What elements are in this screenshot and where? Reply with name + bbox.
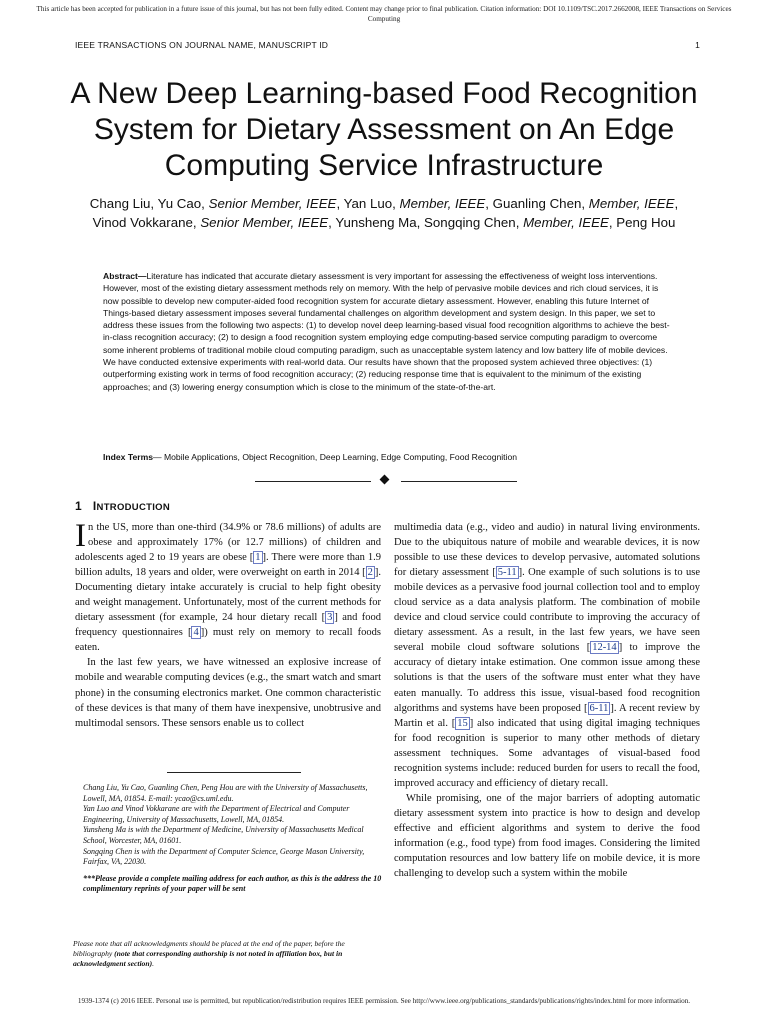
intro-paragraph-2: In the last few years, we have witnessed an explosive increase of mobile and wearable computing devices (e.g., the smart watch and smart phone) in the consuming electronics market. One common characteristic of these devices is that many of them have inexpensive, unobtrusive and multimodal sensors. These sensors enable us to collect xyxy=(75,657,381,729)
author-role: Senior Member, IEEE xyxy=(200,215,329,230)
author-names: , Guanling Chen, xyxy=(485,196,589,211)
paper-title: A New Deep Learning-based Food Recognition System for Dietary Assessment on An Edge Computing Service Infrastructure xyxy=(70,77,698,182)
index-terms-text: Mobile Applications, Object Recognition, Deep Learning, Edge Computing, Food Recognition xyxy=(163,452,518,462)
affiliation-note: Songqing Chen is with the Department of Computer Science, George Mason University, Fairfax, VA, 22030. xyxy=(83,846,365,867)
intro-paragraph-3: multimedia data (e.g., video and audio) in natural living environments. Due to the ubiquitous nature of mobile and wearable devices, it is now possible to use these devices to develop pervasive, automated solutions for dietary assessment [ 5-11 ]. One example of such solutions is to use mobile devices as a pervasive food journal collection tool and to employ cloud service as a data analysis platform. The combination of mobile device and cloud service could contribute to improving the accuracy of dietary assessment. As a result, in the last few years, we have seen several mobile cloud software solutions [ 12-14 ] to improve the accuracy of dietary intake estimation. One common issue among these solutions is that the users of the software must enter what they have eaten manually. To address this issue, visual-based food recognition algorithms and systems have been proposed [ 6-11 ]. A recent review by Martin et al. [ 15 ] also indicated that using digital imaging techniques for food recognition is superior to many other methods of dietary assessment techniques. Some advantages of visual-based food recognition systems include: reduced burden for users to recall the food, improved accuracy and efficiency of dietary recall. xyxy=(394,522,701,789)
intro-paragraph-1: In the US, more than one-third (34.9% or 78.6 millions) of adults are obese and approximately 17% (or 12.7 millions) of children and adolescents aged 2 to 19 years are obese [ 1 ]. There were more than 1.9 billion adults, 18 years and older, were overweight on earth in 2014 [ 2 ]. Documenting dietary intake accurately is crucial to help fight obesity and weight management. Unfortunately, most of the current methods for dietary assessment (for example, 24 hour dietary recall [ 3 ] and food frequency questionnaires [ 4 ]) must rely on memory to recall foods eaten. xyxy=(75,518,382,654)
section-title-rest: NTRODUCTION xyxy=(96,502,171,513)
copyright-notice: 1939-1374 (c) 2016 IEEE. Personal use is permitted, but republication/redistribution requires IEEE permission. See http://www.ieee.org/publications_standards/publications/rights/index.html for more information. xyxy=(77,997,691,1005)
citation-link[interactable]: 12-14 xyxy=(592,642,617,654)
author-names: , Yunsheng Ma, Songqing Chen, xyxy=(328,215,524,230)
author-list xyxy=(78,194,690,232)
page-number: 1 xyxy=(695,40,700,50)
author-names: , Yan Luo, xyxy=(336,196,400,211)
section-separator xyxy=(255,474,517,488)
journal-name: IEEE TRANSACTIONS ON JOURNAL NAME, MANUSCRIPT ID xyxy=(75,40,329,50)
citation-link[interactable]: 6-11 xyxy=(589,702,609,714)
paragraph-text: multimedia data (e.g., video and audio) in natural living environments. Due to the ubiquitous nature of mobile and wearable devices, it is now possible to use these devices to develop pervasive, automated solutions for dietary assessment xyxy=(394,522,700,579)
author-role: Member, IEEE xyxy=(399,196,486,211)
author-names: , Peng Hou xyxy=(608,215,676,230)
paragraph-text: also indicated that using digital imaging techniques for food recognition is superior to many other methods of dietary assessment techniques. Some advantages of visual-based food recognition systems include: reduced burden for users to recall the food, improved accuracy and efficiency of dietary recall. xyxy=(394,717,701,789)
abstract-label: Abstract xyxy=(103,271,138,281)
running-head xyxy=(75,40,705,50)
note-emphasis: (note that corresponding authorship is not noted in affiliation box, but in acknowledgment section) xyxy=(73,949,343,969)
paragraph-text: . There were more than 1.9 billion adults, 18 years and older, were overweight on earth in 2014 xyxy=(75,552,382,579)
note-text: Please note that all acknowledgments should be placed at the end of the paper, before the bibliography xyxy=(73,939,345,959)
author-affiliations xyxy=(83,783,383,895)
right-column xyxy=(394,520,700,881)
paragraph-text: ) must rely on memory to recall foods eaten. xyxy=(75,627,381,654)
footnote-rule xyxy=(167,772,301,773)
affiliation-note: Yan Luo and Vinod Vokkarane are with the Department of Electrical and Computer Engineering, University of Massachusetts, Lowell, MA, 01854. xyxy=(83,804,350,824)
paragraph-text: . Documenting dietary intake accurately is crucial to help fight obesity and weight management. Unfortunately, most of the current methods for dietary assessment (for example, 24 hour dietary recall xyxy=(75,567,381,624)
citation-link[interactable]: 5-11 xyxy=(497,567,517,579)
citation-link[interactable]: 3 xyxy=(327,612,333,624)
paragraph-text: n the US, more than one-third (34.9% or 78.6 millions) of adults are obese and approximately 17% (or 12.7 millions) of children and adolescents aged 2 to 19 years are obese xyxy=(75,522,381,564)
author-role: Member, IEEE xyxy=(523,215,609,230)
citation-link[interactable]: 2 xyxy=(367,567,373,579)
citation-link[interactable]: 15 xyxy=(457,717,468,729)
left-column xyxy=(75,520,381,731)
mailing-address-note: ***Please provide a complete mailing address for each author, as this is the address the 10 complimentary reprints of your paper will be sent xyxy=(83,873,382,894)
author-role: Member, IEEE xyxy=(588,196,675,211)
index-terms-label: Index Terms xyxy=(103,452,153,462)
section-title-initial: I xyxy=(92,499,97,513)
drop-cap: I xyxy=(75,518,86,554)
intro-paragraph-4: While promising, one of the major barriers of adopting automatic dietary assessment system into practice is how to design and develop effective and efficient algorithms and system to derive the food information (e.g., food type) from food images. Considering the limited computation resources and low battery life on mobile device, it is more challenging to develop such a system within the mobile xyxy=(394,792,700,880)
abstract-text: Literature has indicated that accurate dietary assessment is very important for assessing the effectiveness of weight loss interventions. However, most of the existing dietary assessment methods rely on memory. With the help of pervasive mobile devices and rich cloud services, it is now possible to develop new computer-aided food recognition system for accurate dietary assessment. However, enabling this future Internet of Things-based dietary assessment imposes several fundamental challenges on algorithm development and system design. In this paper, we set to address these issues from the following two aspects: (1) to develop novel deep learning-based visual food recognition algorithms to achieve the best-in-class recognition accuracy; (2) to design a food recognition system employing edge computing-based service computing paradigm to overcome some inherent problems of traditional mobile cloud computing paradigm, such as unacceptable system latency and low battery life of mobile devices. We have conducted extensive experiments with real-world data. Our results have shown that the proposed system achieved three objectives: (1) outperforming existing work in terms of food recognition accuracy; (2) reducing response time that is equivalent to the minimum of the existing approaches; and (3) lowering energy consumption which is close to the minimum of the state-of-the-art. xyxy=(103,271,670,392)
note-text: . xyxy=(152,959,155,969)
affiliation-note: Chang Liu, Yu Cao, Guanling Chen, Peng Hou are with the University of Massachusetts, Lowell, MA, 01854. E-mail: ycao@cs.uml.edu. xyxy=(83,783,368,803)
acknowledgment-note xyxy=(73,939,385,970)
author-names: , Vinod Vokkarane, xyxy=(92,196,679,230)
paragraph-text: to improve the accuracy of dietary intake estimation. One common issue among these solutions is that the users of the software must enter what they have eaten manually. To address this issue, visual-based food recognition algorithms and systems have been proposed xyxy=(394,642,700,714)
section-number: 1 xyxy=(75,499,82,513)
affiliation-note: Yunsheng Ma is with the Department of Medicine, University of Massachusetts Medical School, Worcester, MA, 01601. xyxy=(83,825,364,845)
citation-link[interactable]: 1 xyxy=(255,552,261,564)
author-names: Chang Liu, Yu Cao, xyxy=(89,196,209,211)
author-role: Senior Member, IEEE xyxy=(208,196,337,211)
publication-notice: This article has been accepted for publication in a future issue of this journal, but has not been fully edited. Content may change prior to final publication. Citation information: DOI 10.1109/TSC.2017.2662008, IEEE Transactions on Services Computing xyxy=(36,5,732,23)
abstract xyxy=(103,270,671,393)
separator-line-left xyxy=(255,481,371,482)
separator-line-right xyxy=(401,481,517,482)
index-terms-dash: — xyxy=(153,452,164,462)
abstract-dash: — xyxy=(137,271,147,281)
paragraph-text: . One example of such solutions is to use mobile devices as a pervasive food journal collection tool and to employ cloud service as a data analysis platform. The combination of mobile device and cloud service could contribute to improving the accuracy of dietary assessment. As a result, in the last few years, we have seen several mobile cloud software solutions xyxy=(394,567,700,654)
paragraph-text: . A recent review by Martin et al. xyxy=(394,702,700,729)
index-terms xyxy=(103,451,671,463)
citation-link[interactable]: 4 xyxy=(193,627,199,639)
section-heading xyxy=(75,499,170,513)
diamond-icon xyxy=(380,475,390,485)
paragraph-text: and food frequency questionnaires xyxy=(75,612,381,639)
